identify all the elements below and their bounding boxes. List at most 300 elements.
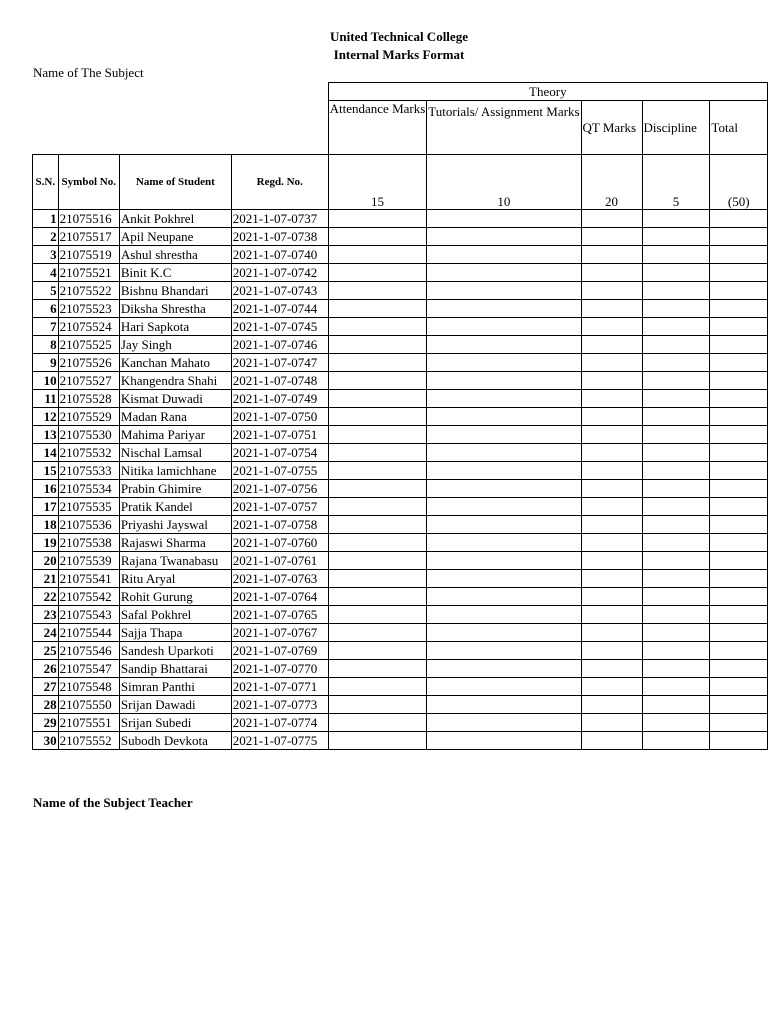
row-qt-cell — [581, 624, 642, 642]
row-total-cell — [710, 642, 768, 660]
row-total-cell — [710, 570, 768, 588]
row-total-cell — [710, 732, 768, 750]
row-qt-cell — [581, 264, 642, 282]
row-total-cell — [710, 264, 768, 282]
row-total-cell — [710, 444, 768, 462]
row-total-cell — [710, 228, 768, 246]
row-qt-cell — [581, 534, 642, 552]
row-attendance-cell — [328, 264, 427, 282]
row-regd-no: 2021-1-07-0749 — [231, 390, 328, 408]
row-attendance-cell — [328, 714, 427, 732]
row-sn: 2 — [33, 228, 59, 246]
row-total-cell — [710, 606, 768, 624]
row-regd-no: 2021-1-07-0774 — [231, 714, 328, 732]
row-tutorials-cell — [427, 300, 581, 318]
table-row — [33, 480, 768, 498]
row-discipline-cell — [642, 210, 710, 228]
row-attendance-cell — [328, 444, 427, 462]
table-row — [33, 408, 768, 426]
row-total-cell — [710, 480, 768, 498]
row-attendance-cell — [328, 660, 427, 678]
row-regd-no: 2021-1-07-0757 — [231, 498, 328, 516]
row-total-cell — [710, 354, 768, 372]
teacher-label: Name of the Subject Teacher — [33, 795, 193, 810]
table-row — [33, 336, 768, 354]
table-row — [33, 300, 768, 318]
row-student-name: Ashul shrestha — [119, 246, 231, 264]
row-attendance-cell — [328, 480, 427, 498]
table-row — [33, 444, 768, 462]
row-regd-no: 2021-1-07-0754 — [231, 444, 328, 462]
col-symbol-header: Symbol No. — [58, 155, 119, 210]
row-qt-cell — [581, 444, 642, 462]
row-qt-cell — [581, 282, 642, 300]
row-student-name: Safal Pokhrel — [119, 606, 231, 624]
row-discipline-cell — [642, 246, 710, 264]
row-student-name: Bishnu Bhandari — [119, 282, 231, 300]
table-row — [33, 372, 768, 390]
row-sn: 3 — [33, 246, 59, 264]
header-row-components — [33, 101, 768, 155]
row-student-name: Khangendra Shahi — [119, 372, 231, 390]
row-regd-no: 2021-1-07-0751 — [231, 426, 328, 444]
row-sn: 10 — [33, 372, 59, 390]
row-regd-no: 2021-1-07-0756 — [231, 480, 328, 498]
row-qt-cell — [581, 318, 642, 336]
row-tutorials-cell — [427, 714, 581, 732]
row-discipline-cell — [642, 300, 710, 318]
table-row — [33, 642, 768, 660]
row-symbol: 21075535 — [58, 498, 119, 516]
row-tutorials-cell — [427, 246, 581, 264]
row-discipline-cell — [642, 462, 710, 480]
row-symbol: 21075539 — [58, 552, 119, 570]
table-row — [33, 354, 768, 372]
row-sn: 16 — [33, 480, 59, 498]
row-tutorials-cell — [427, 534, 581, 552]
row-sn: 6 — [33, 300, 59, 318]
row-student-name: Rajaswi Sharma — [119, 534, 231, 552]
row-symbol: 21075526 — [58, 354, 119, 372]
row-sn: 28 — [33, 696, 59, 714]
row-qt-cell — [581, 462, 642, 480]
table-row — [33, 282, 768, 300]
row-tutorials-cell — [427, 606, 581, 624]
row-regd-no: 2021-1-07-0745 — [231, 318, 328, 336]
row-symbol: 21075547 — [58, 660, 119, 678]
row-tutorials-cell — [427, 516, 581, 534]
row-total-cell — [710, 318, 768, 336]
table-row — [33, 462, 768, 480]
table-row — [33, 624, 768, 642]
row-student-name: Ritu Aryal — [119, 570, 231, 588]
row-student-name: Mahima Pariyar — [119, 426, 231, 444]
row-sn: 9 — [33, 354, 59, 372]
table-row — [33, 498, 768, 516]
row-regd-no: 2021-1-07-0764 — [231, 588, 328, 606]
marks-table — [32, 82, 768, 750]
row-discipline-cell — [642, 390, 710, 408]
row-regd-no: 2021-1-07-0742 — [231, 264, 328, 282]
header-row-theory — [33, 83, 768, 101]
row-student-name: Rohit Gurung — [119, 588, 231, 606]
row-total-cell — [710, 426, 768, 444]
weight-total: (50) — [710, 155, 768, 210]
row-qt-cell — [581, 480, 642, 498]
col-sn-header: S.N. — [33, 155, 59, 210]
row-tutorials-cell — [427, 426, 581, 444]
row-symbol: 21075533 — [58, 462, 119, 480]
row-total-cell — [710, 210, 768, 228]
row-total-cell — [710, 714, 768, 732]
row-symbol: 21075543 — [58, 606, 119, 624]
row-discipline-cell — [642, 336, 710, 354]
row-qt-cell — [581, 732, 642, 750]
row-regd-no: 2021-1-07-0769 — [231, 642, 328, 660]
row-discipline-cell — [642, 606, 710, 624]
table-row — [33, 318, 768, 336]
table-row — [33, 660, 768, 678]
row-qt-cell — [581, 372, 642, 390]
row-total-cell — [710, 588, 768, 606]
row-attendance-cell — [328, 408, 427, 426]
row-regd-no: 2021-1-07-0763 — [231, 570, 328, 588]
row-sn: 25 — [33, 642, 59, 660]
row-discipline-cell — [642, 372, 710, 390]
row-attendance-cell — [328, 336, 427, 354]
row-sn: 30 — [33, 732, 59, 750]
row-attendance-cell — [328, 372, 427, 390]
row-attendance-cell — [328, 732, 427, 750]
row-tutorials-cell — [427, 354, 581, 372]
col-tutorials-header: Tutorials/ Assignment Marks — [427, 101, 581, 155]
row-tutorials-cell — [427, 498, 581, 516]
subject-label: Name of The Subject — [33, 65, 144, 80]
row-tutorials-cell — [427, 696, 581, 714]
row-discipline-cell — [642, 516, 710, 534]
row-discipline-cell — [642, 498, 710, 516]
row-attendance-cell — [328, 210, 427, 228]
row-attendance-cell — [328, 642, 427, 660]
row-regd-no: 2021-1-07-0743 — [231, 282, 328, 300]
row-regd-no: 2021-1-07-0771 — [231, 678, 328, 696]
row-tutorials-cell — [427, 390, 581, 408]
row-sn: 8 — [33, 336, 59, 354]
row-tutorials-cell — [427, 444, 581, 462]
row-attendance-cell — [328, 534, 427, 552]
row-qt-cell — [581, 498, 642, 516]
table-row — [33, 516, 768, 534]
row-discipline-cell — [642, 318, 710, 336]
weight-attendance: 15 — [328, 155, 427, 210]
row-sn: 22 — [33, 588, 59, 606]
row-symbol: 21075521 — [58, 264, 119, 282]
row-sn: 12 — [33, 408, 59, 426]
row-tutorials-cell — [427, 552, 581, 570]
row-student-name: Apil Neupane — [119, 228, 231, 246]
row-total-cell — [710, 336, 768, 354]
row-tutorials-cell — [427, 660, 581, 678]
row-regd-no: 2021-1-07-0767 — [231, 624, 328, 642]
row-symbol: 21075529 — [58, 408, 119, 426]
row-student-name: Ankit Pokhrel — [119, 210, 231, 228]
row-symbol: 21075522 — [58, 282, 119, 300]
row-attendance-cell — [328, 516, 427, 534]
row-student-name: Prabin Ghimire — [119, 480, 231, 498]
row-attendance-cell — [328, 696, 427, 714]
row-total-cell — [710, 372, 768, 390]
row-total-cell — [710, 552, 768, 570]
theory-header: Theory — [328, 83, 767, 101]
row-discipline-cell — [642, 228, 710, 246]
row-regd-no: 2021-1-07-0740 — [231, 246, 328, 264]
row-regd-no: 2021-1-07-0744 — [231, 300, 328, 318]
row-sn: 13 — [33, 426, 59, 444]
row-discipline-cell — [642, 570, 710, 588]
row-qt-cell — [581, 516, 642, 534]
row-symbol: 21075534 — [58, 480, 119, 498]
table-row — [33, 678, 768, 696]
row-total-cell — [710, 300, 768, 318]
row-symbol: 21075548 — [58, 678, 119, 696]
row-total-cell — [710, 624, 768, 642]
row-attendance-cell — [328, 552, 427, 570]
row-sn: 11 — [33, 390, 59, 408]
row-attendance-cell — [328, 354, 427, 372]
row-discipline-cell — [642, 534, 710, 552]
row-total-cell — [710, 390, 768, 408]
row-tutorials-cell — [427, 228, 581, 246]
row-tutorials-cell — [427, 588, 581, 606]
weight-qt: 20 — [581, 155, 642, 210]
row-tutorials-cell — [427, 732, 581, 750]
row-student-name: Madan Rana — [119, 408, 231, 426]
row-student-name: Priyashi Jayswal — [119, 516, 231, 534]
row-attendance-cell — [328, 606, 427, 624]
header-row-columns — [33, 155, 768, 210]
row-student-name: Sandesh Uparkoti — [119, 642, 231, 660]
row-sn: 29 — [33, 714, 59, 732]
row-tutorials-cell — [427, 408, 581, 426]
table-row — [33, 390, 768, 408]
row-regd-no: 2021-1-07-0738 — [231, 228, 328, 246]
row-student-name: Pratik Kandel — [119, 498, 231, 516]
row-regd-no: 2021-1-07-0746 — [231, 336, 328, 354]
college-title: United Technical College — [330, 29, 468, 44]
row-discipline-cell — [642, 678, 710, 696]
col-total-header: Total — [710, 101, 768, 155]
row-student-name: Nischal Lamsal — [119, 444, 231, 462]
row-student-name: Kismat Duwadi — [119, 390, 231, 408]
row-sn: 4 — [33, 264, 59, 282]
weight-discipline: 5 — [642, 155, 710, 210]
row-attendance-cell — [328, 246, 427, 264]
row-qt-cell — [581, 336, 642, 354]
row-attendance-cell — [328, 624, 427, 642]
row-symbol: 21075519 — [58, 246, 119, 264]
row-symbol: 21075552 — [58, 732, 119, 750]
table-row — [33, 264, 768, 282]
row-attendance-cell — [328, 390, 427, 408]
row-sn: 15 — [33, 462, 59, 480]
row-regd-no: 2021-1-07-0761 — [231, 552, 328, 570]
row-symbol: 21075524 — [58, 318, 119, 336]
row-sn: 5 — [33, 282, 59, 300]
row-sn: 19 — [33, 534, 59, 552]
row-qt-cell — [581, 246, 642, 264]
row-tutorials-cell — [427, 264, 581, 282]
row-total-cell — [710, 516, 768, 534]
row-symbol: 21075542 — [58, 588, 119, 606]
row-student-name: Sajja Thapa — [119, 624, 231, 642]
row-tutorials-cell — [427, 336, 581, 354]
row-sn: 26 — [33, 660, 59, 678]
row-attendance-cell — [328, 498, 427, 516]
row-qt-cell — [581, 588, 642, 606]
row-attendance-cell — [328, 462, 427, 480]
row-student-name: Simran Panthi — [119, 678, 231, 696]
row-regd-no: 2021-1-07-0758 — [231, 516, 328, 534]
row-symbol: 21075528 — [58, 390, 119, 408]
row-regd-no: 2021-1-07-0775 — [231, 732, 328, 750]
table-row — [33, 606, 768, 624]
row-regd-no: 2021-1-07-0773 — [231, 696, 328, 714]
row-sn: 7 — [33, 318, 59, 336]
row-qt-cell — [581, 570, 642, 588]
row-student-name: Kanchan Mahato — [119, 354, 231, 372]
row-discipline-cell — [642, 714, 710, 732]
row-qt-cell — [581, 642, 642, 660]
row-symbol: 21075516 — [58, 210, 119, 228]
row-sn: 18 — [33, 516, 59, 534]
row-tutorials-cell — [427, 372, 581, 390]
row-sn: 17 — [33, 498, 59, 516]
row-symbol: 21075523 — [58, 300, 119, 318]
row-discipline-cell — [642, 408, 710, 426]
row-discipline-cell — [642, 480, 710, 498]
row-attendance-cell — [328, 570, 427, 588]
row-discipline-cell — [642, 264, 710, 282]
row-regd-no: 2021-1-07-0765 — [231, 606, 328, 624]
row-student-name: Sandip Bhattarai — [119, 660, 231, 678]
row-tutorials-cell — [427, 642, 581, 660]
row-qt-cell — [581, 300, 642, 318]
col-regd-header: Regd. No. — [231, 155, 328, 210]
row-student-name: Srijan Dawadi — [119, 696, 231, 714]
row-tutorials-cell — [427, 570, 581, 588]
row-total-cell — [710, 408, 768, 426]
row-student-name: Diksha Shrestha — [119, 300, 231, 318]
row-student-name: Nitika lamichhane — [119, 462, 231, 480]
row-regd-no: 2021-1-07-0737 — [231, 210, 328, 228]
table-row — [33, 732, 768, 750]
weight-tutorials: 10 — [427, 155, 581, 210]
row-discipline-cell — [642, 660, 710, 678]
col-discipline-header: Discipline — [642, 101, 710, 155]
row-attendance-cell — [328, 318, 427, 336]
row-qt-cell — [581, 408, 642, 426]
row-symbol: 21075532 — [58, 444, 119, 462]
row-attendance-cell — [328, 426, 427, 444]
col-name-header: Name of Student — [119, 155, 231, 210]
row-qt-cell — [581, 606, 642, 624]
row-symbol: 21075538 — [58, 534, 119, 552]
row-discipline-cell — [642, 624, 710, 642]
row-total-cell — [710, 282, 768, 300]
row-symbol: 21075550 — [58, 696, 119, 714]
format-title: Internal Marks Format — [333, 47, 465, 62]
row-discipline-cell — [642, 642, 710, 660]
row-sn: 20 — [33, 552, 59, 570]
row-qt-cell — [581, 696, 642, 714]
row-student-name: Subodh Devkota — [119, 732, 231, 750]
row-symbol: 21075546 — [58, 642, 119, 660]
row-discipline-cell — [642, 732, 710, 750]
table-row — [33, 714, 768, 732]
row-discipline-cell — [642, 282, 710, 300]
row-tutorials-cell — [427, 318, 581, 336]
row-tutorials-cell — [427, 678, 581, 696]
row-tutorials-cell — [427, 282, 581, 300]
row-qt-cell — [581, 210, 642, 228]
row-qt-cell — [581, 390, 642, 408]
row-tutorials-cell — [427, 480, 581, 498]
col-qt-header: QT Marks — [581, 101, 642, 155]
row-symbol: 21075551 — [58, 714, 119, 732]
row-qt-cell — [581, 354, 642, 372]
row-student-name: Jay Singh — [119, 336, 231, 354]
row-regd-no: 2021-1-07-0770 — [231, 660, 328, 678]
row-tutorials-cell — [427, 210, 581, 228]
row-total-cell — [710, 246, 768, 264]
row-attendance-cell — [328, 678, 427, 696]
col-attendance-header: Attendance Marks — [328, 101, 427, 155]
row-qt-cell — [581, 678, 642, 696]
row-discipline-cell — [642, 426, 710, 444]
row-student-name: Srijan Subedi — [119, 714, 231, 732]
row-qt-cell — [581, 660, 642, 678]
table-row — [33, 588, 768, 606]
row-qt-cell — [581, 228, 642, 246]
row-discipline-cell — [642, 444, 710, 462]
row-discipline-cell — [642, 552, 710, 570]
row-regd-no: 2021-1-07-0747 — [231, 354, 328, 372]
row-sn: 14 — [33, 444, 59, 462]
row-discipline-cell — [642, 354, 710, 372]
table-row — [33, 210, 768, 228]
row-regd-no: 2021-1-07-0748 — [231, 372, 328, 390]
row-symbol: 21075527 — [58, 372, 119, 390]
row-sn: 23 — [33, 606, 59, 624]
row-attendance-cell — [328, 282, 427, 300]
row-symbol: 21075525 — [58, 336, 119, 354]
row-symbol: 21075541 — [58, 570, 119, 588]
row-tutorials-cell — [427, 462, 581, 480]
row-regd-no: 2021-1-07-0755 — [231, 462, 328, 480]
row-total-cell — [710, 696, 768, 714]
row-qt-cell — [581, 714, 642, 732]
table-row — [33, 246, 768, 264]
row-student-name: Hari Sapkota — [119, 318, 231, 336]
row-total-cell — [710, 660, 768, 678]
table-row — [33, 426, 768, 444]
row-discipline-cell — [642, 588, 710, 606]
table-row — [33, 534, 768, 552]
row-regd-no: 2021-1-07-0760 — [231, 534, 328, 552]
row-tutorials-cell — [427, 624, 581, 642]
row-qt-cell — [581, 552, 642, 570]
row-symbol: 21075544 — [58, 624, 119, 642]
